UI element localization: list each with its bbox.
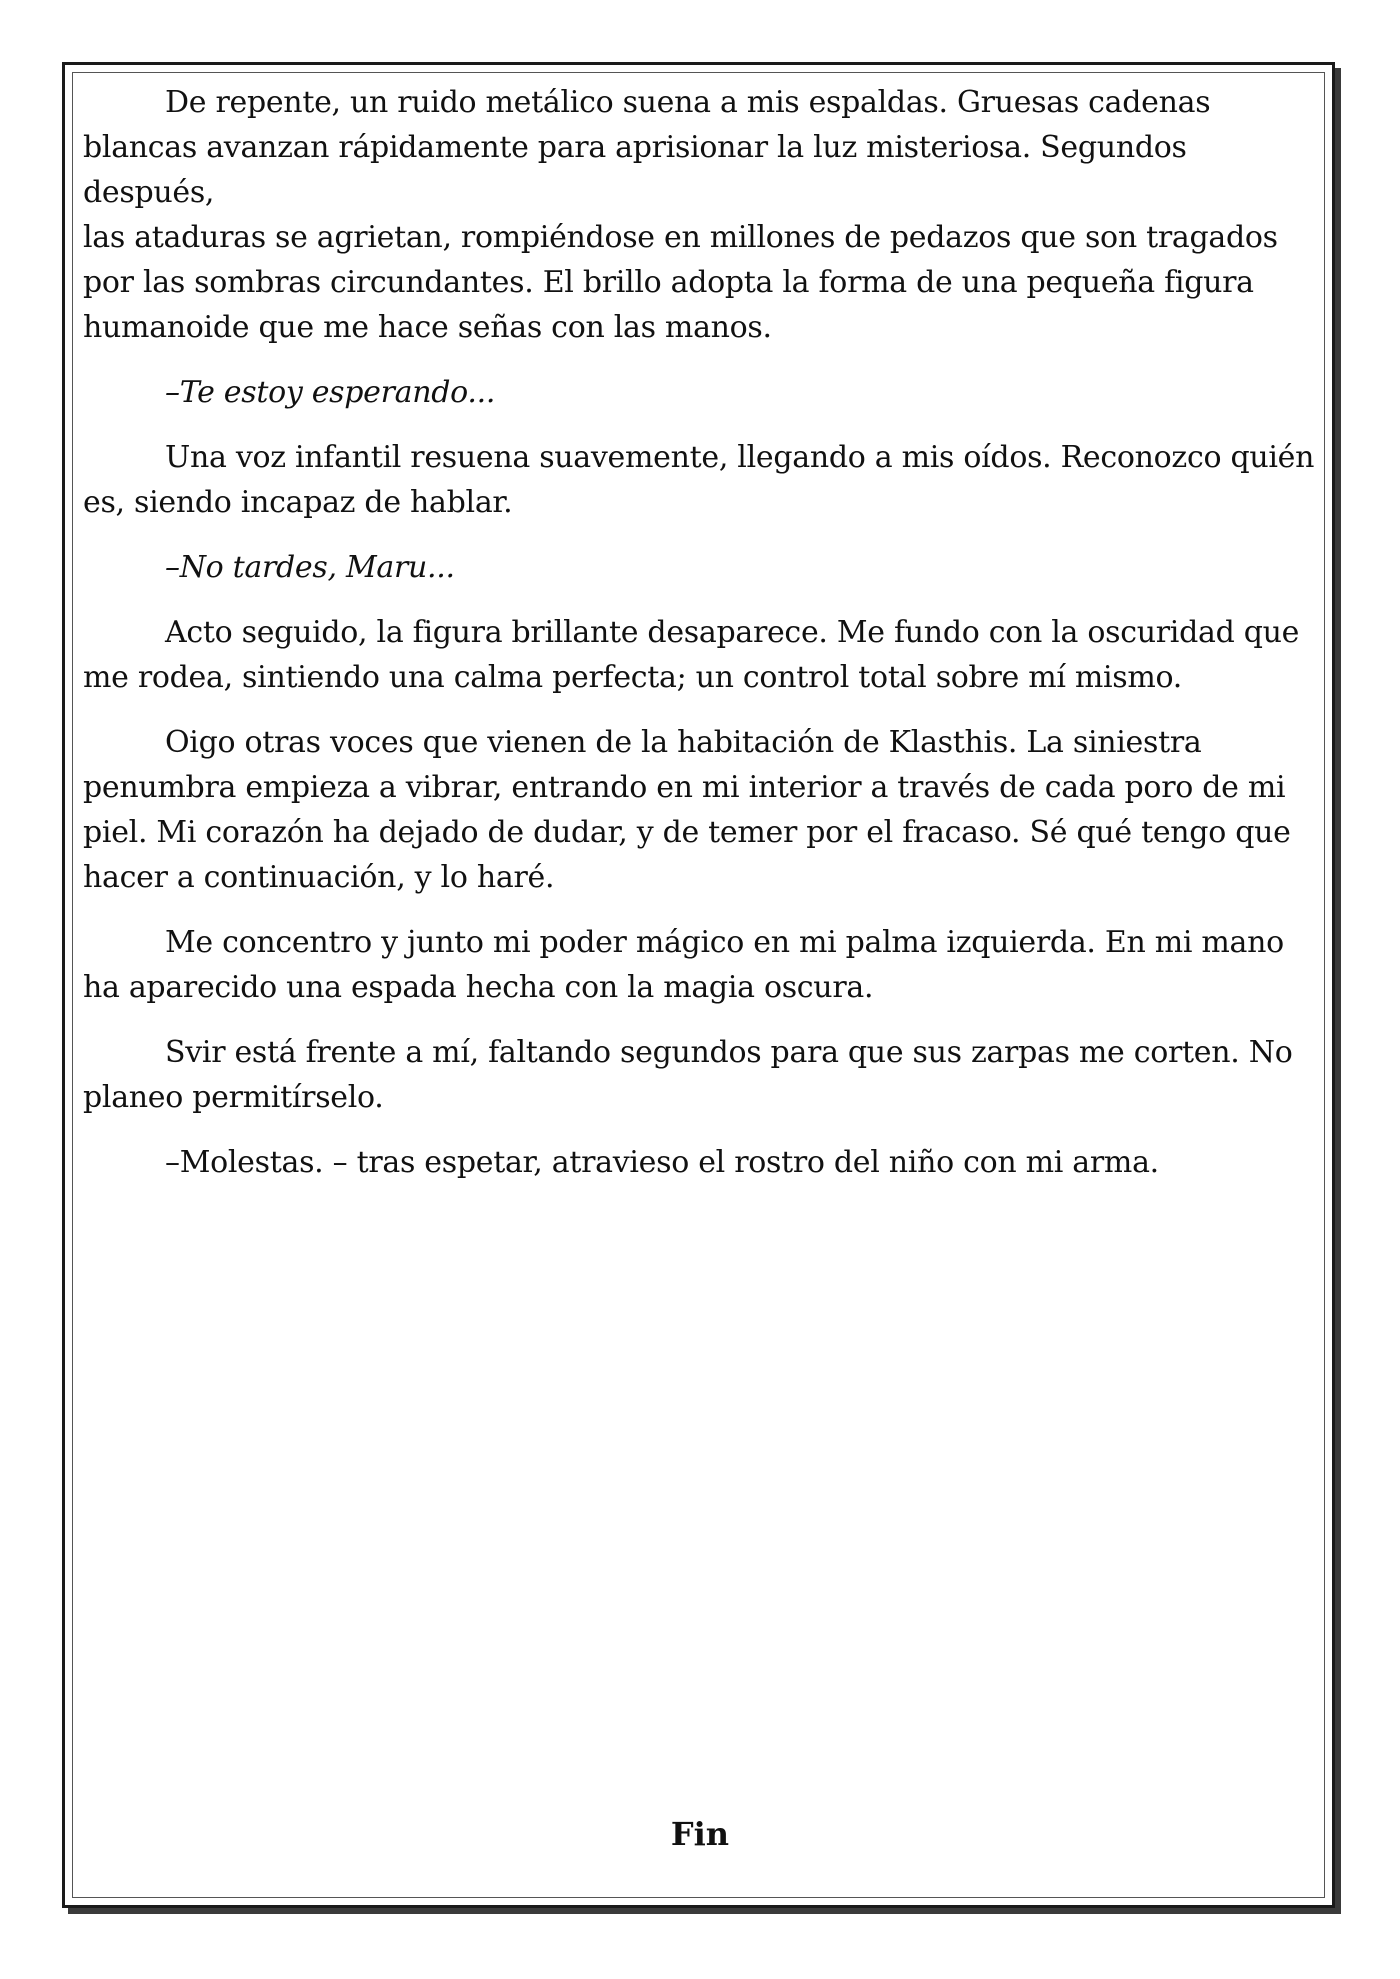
ending-label: Fin — [670, 1815, 730, 1853]
text-line: piel. Mi corazón ha dejado de dudar, y de temer por el fracaso. Sé qué tengo que — [83, 815, 1291, 850]
text-line: hacer a continuación, y lo haré. — [83, 860, 555, 895]
paragraph-7 — [83, 1140, 1323, 1185]
paragraph-3 — [83, 610, 1323, 700]
text-line: –Molestas. – tras espetar, atravieso el rostro del niño con mi arma. — [165, 1145, 1159, 1180]
text-line: ha aparecido una espada hecha con la magia oscura. — [83, 970, 874, 1005]
text-line: Acto seguido, la figura brillante desaparece. Me fundo con la oscuridad que — [165, 615, 1300, 650]
dialogue-2 — [83, 545, 1323, 590]
text-line: De repente, un ruido metálico suena a mis espaldas. Gruesas cadenas — [165, 85, 1211, 120]
text-line: penumbra empieza a vibrar, entrando en mi interior a través de cada poro de mi — [83, 770, 1286, 805]
text-line: Me concentro y junto mi poder mágico en mi palma izquierda. En mi mano — [165, 925, 1284, 960]
text-line: me rodea, sintiendo una calma perfecta; un control total sobre mí mismo. — [83, 660, 1183, 695]
paragraph-4 — [83, 720, 1323, 900]
text-line: –Te estoy esperando... — [165, 375, 496, 410]
text-line: blancas avanzan rápidamente para aprisionar la luz misteriosa. Segundos después, — [83, 130, 1187, 210]
story-text — [83, 80, 1323, 1205]
text-line: planeo permitírselo. — [83, 1080, 384, 1115]
text-line: humanoide que me hace señas con las manos. — [83, 310, 772, 345]
paragraph-2 — [83, 435, 1323, 525]
text-line: es, siendo incapaz de hablar. — [83, 485, 513, 520]
text-line: Svir está frente a mí, faltando segundos para que sus zarpas me corten. No — [165, 1035, 1293, 1070]
paragraph-5 — [83, 920, 1323, 1010]
paragraph-6 — [83, 1030, 1323, 1120]
text-line: Oigo otras voces que vienen de la habitación de Klasthis. La siniestra — [165, 725, 1202, 760]
text-line: Una voz infantil resuena suavemente, llegando a mis oídos. Reconozco quién — [165, 440, 1315, 475]
text-line: las ataduras se agrietan, rompiéndose en millones de pedazos que son tragados — [83, 220, 1278, 255]
text-line: –No tardes, Maru... — [165, 550, 455, 585]
text-line: por las sombras circundantes. El brillo adopta la forma de una pequeña figura — [83, 265, 1254, 300]
paragraph-1 — [83, 80, 1323, 350]
dialogue-1 — [83, 370, 1323, 415]
